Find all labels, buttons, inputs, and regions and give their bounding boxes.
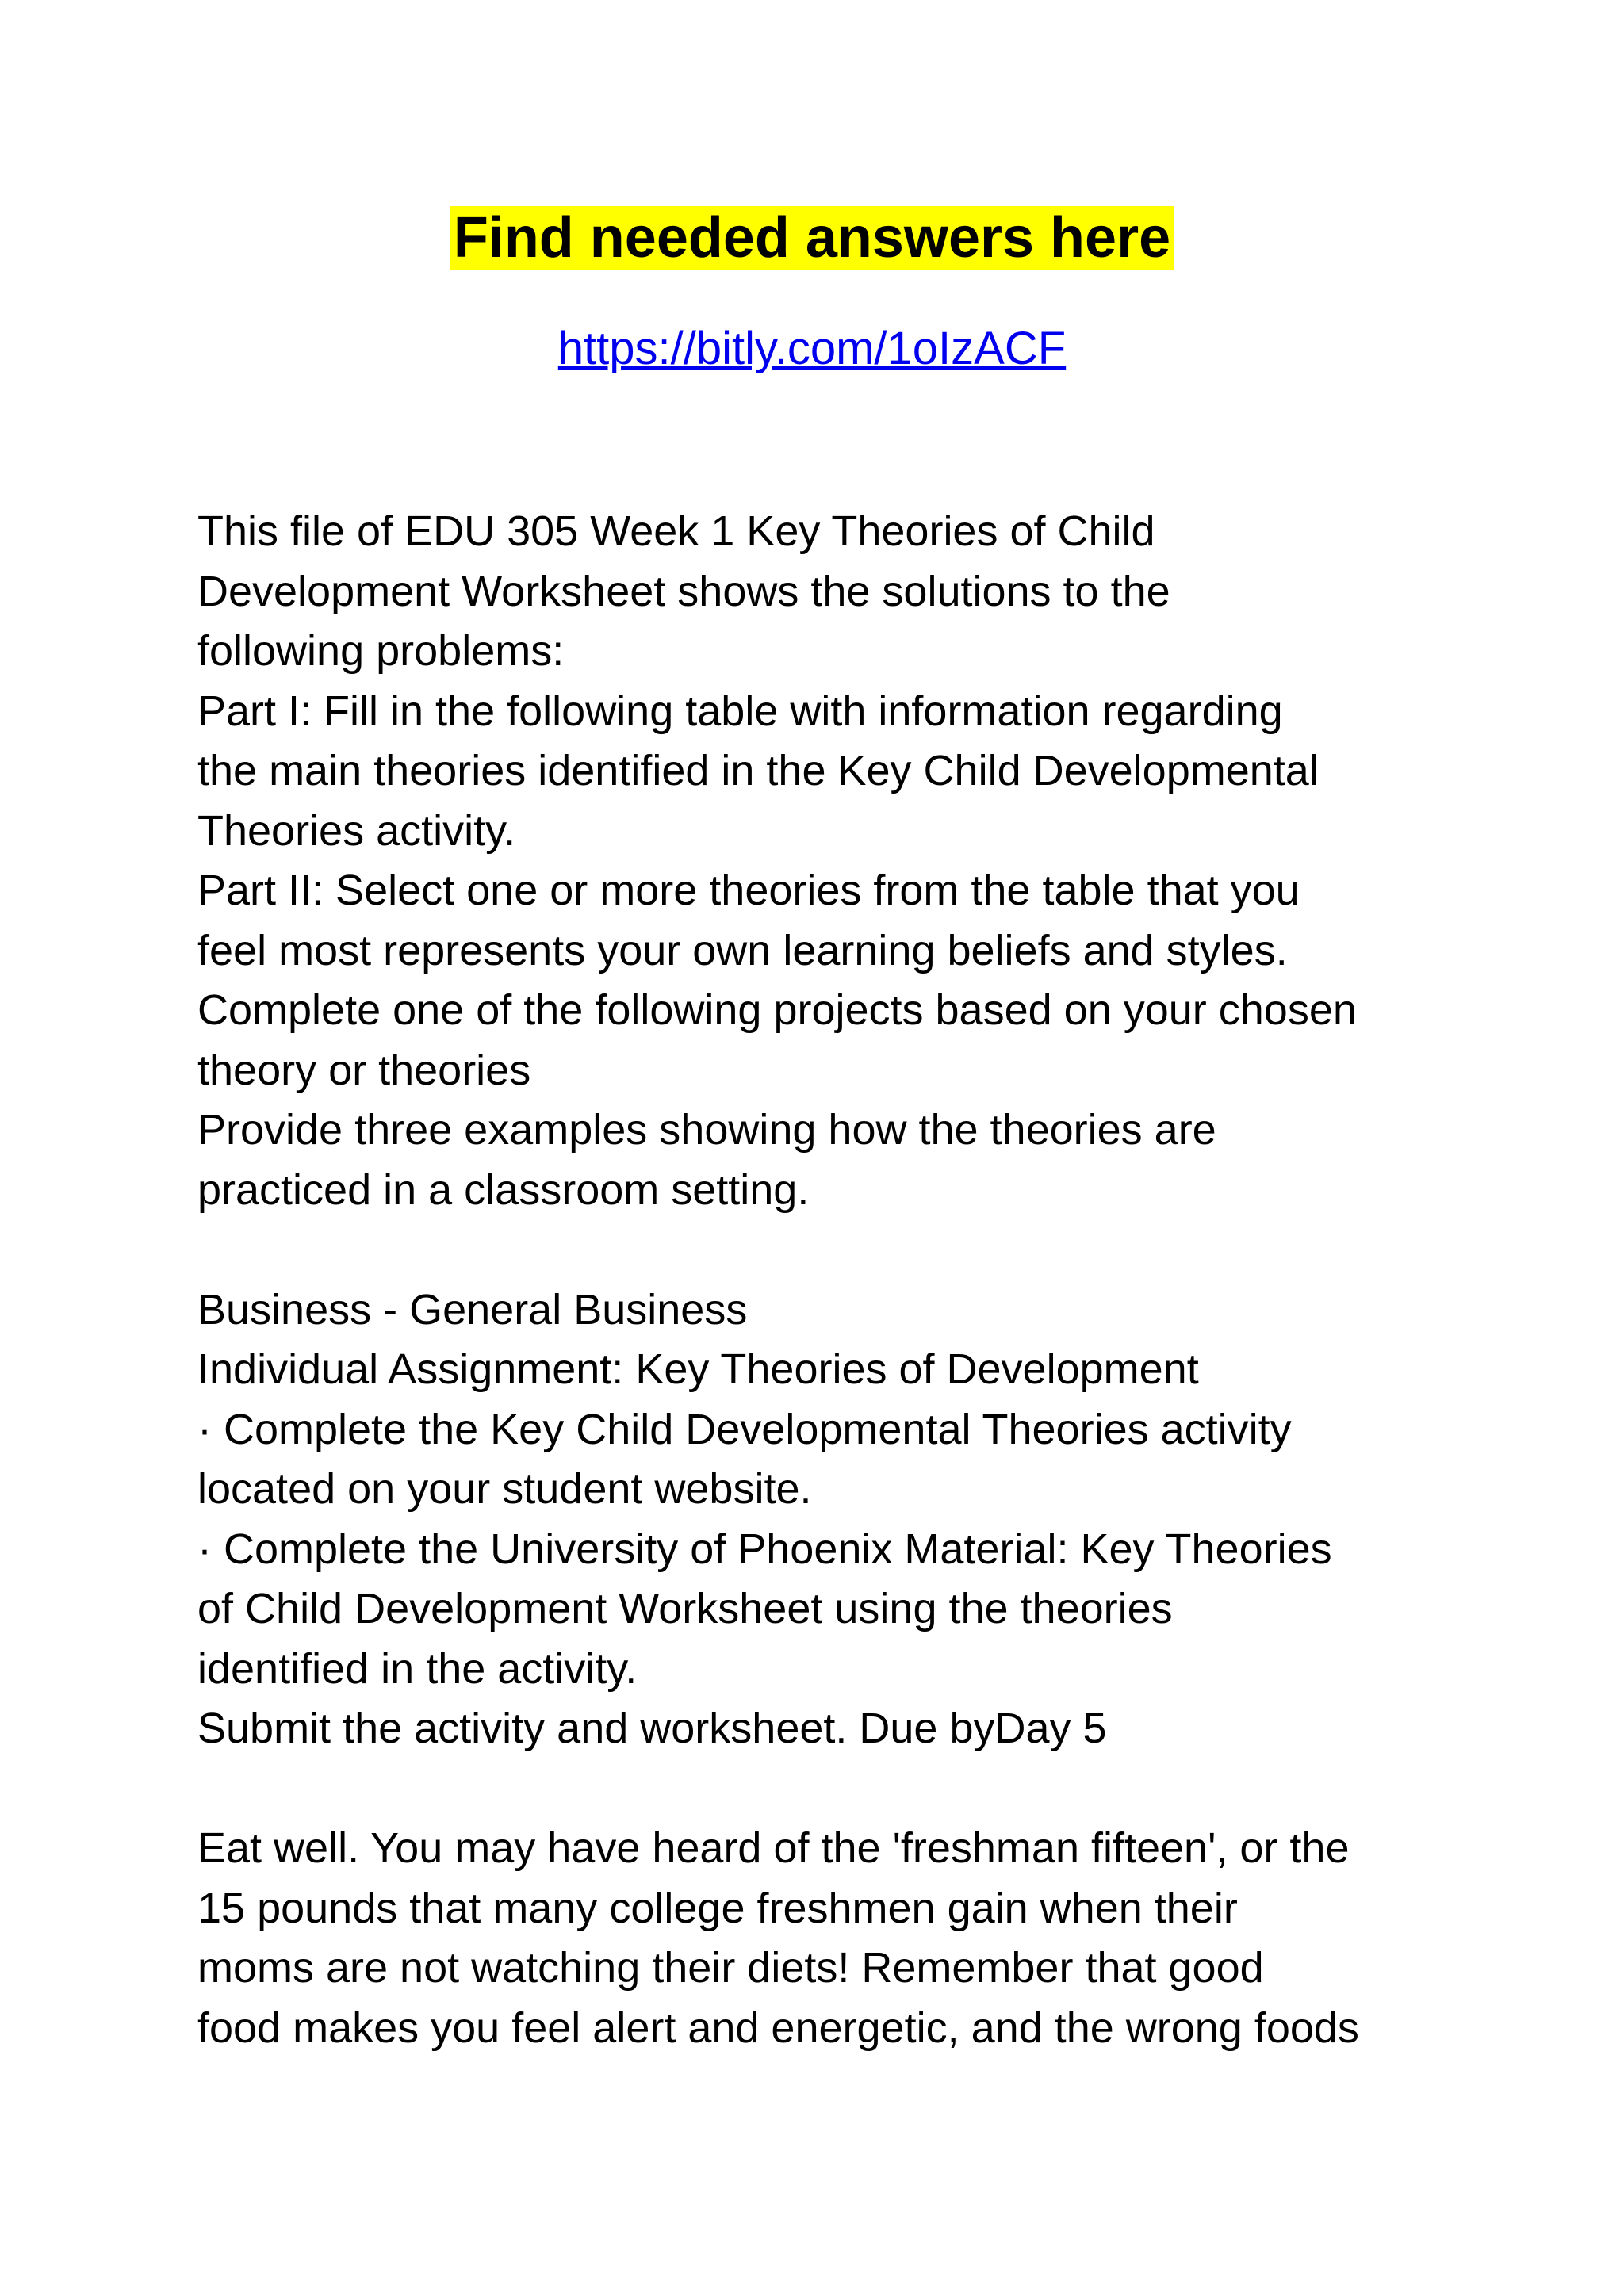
paragraph-intro [197, 502, 1434, 2058]
text-line: located on your student website. [197, 1465, 812, 1513]
text-line: the main theories identified in the Key Child Developmental [197, 747, 1319, 794]
text-line: following problems: [197, 627, 565, 675]
text-line: Business - General Business [197, 1285, 748, 1334]
text-line: practiced in a classroom setting. [197, 1165, 810, 1214]
text-line: 15 pounds that many college freshmen gain when their [197, 1884, 1238, 1932]
bullet-line: · Complete the University of Phoenix Material: Key Theories [197, 1525, 1332, 1573]
text-line: Part II: Select one or more theories from the table that you [197, 867, 1300, 914]
text-line: Complete one of the following projects based on your chosen [197, 986, 1357, 1034]
text-line: identified in the activity. [197, 1644, 638, 1693]
bullet-line: · Complete the Key Child Developmental Theories activity [197, 1405, 1292, 1453]
text-line: moms are not watching their diets! Remember that good [197, 1944, 1264, 1992]
text-line: Development Worksheet shows the solutions to the [197, 567, 1170, 615]
text-line: Provide three examples showing how the theories are [197, 1106, 1216, 1154]
text-line: Eat well. You may have heard of the 'freshman fifteen', or the [197, 1824, 1350, 1872]
paragraph-spacer [197, 1220, 1434, 1280]
text-line: Individual Assignment: Key Theories of Development [197, 1345, 1199, 1393]
highlighted-title: Find needed answers here [450, 206, 1174, 270]
paragraph-spacer [197, 1759, 1434, 1820]
link-container [0, 317, 1624, 381]
text-line: This file of EDU 305 Week 1 Key Theories of Child [197, 507, 1155, 555]
text-line: Part I: Fill in the following table with information regarding [197, 687, 1283, 735]
text-line: Submit the activity and worksheet. Due byDay 5 [197, 1705, 1107, 1752]
text-line: of Child Development Worksheet using the theories [197, 1585, 1173, 1632]
text-line: Theories activity. [197, 806, 516, 855]
answers-link[interactable]: https://bitly.com/1oIzACF [557, 323, 1067, 374]
text-line: theory or theories [197, 1046, 531, 1094]
text-line: food makes you feel alert and energetic, and the wrong foods [197, 2003, 1359, 2052]
text-line: feel most represents your own learning beliefs and styles. [197, 926, 1288, 974]
page-title [0, 198, 1624, 277]
